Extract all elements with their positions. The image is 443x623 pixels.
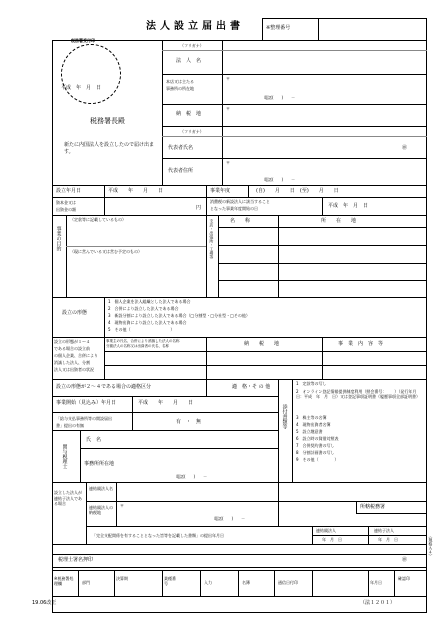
tax-place-label: 納 税 地 [176,111,202,117]
parent-date-label: 連結親法人 [316,528,336,533]
branch-col-name: 名 称 [230,218,251,224]
pre-entity-col-tax: 納 税 地 [244,341,280,347]
fiscal-year-range: (自) 月 日 (至) 月 日 [256,188,339,194]
advisor-phone: 電話( ) － [176,474,208,479]
child-date: 年 月 日 [378,537,398,542]
office-use-cell-8: 年月日 [370,580,382,585]
office-use-cell-5: 入力 [204,580,212,585]
hq-label-1: 本店又は主たる [166,79,194,84]
form-option-4: 4 現物出資により設立した法人である場合 [108,320,187,325]
approval-text: 「完全支配関係を有することとなった旨等を記載した書類」の提出年月日 [92,533,224,538]
form-option-3: 3 新設分割により設立した法人である場合（□分割型・□分社型・□その他） [108,313,250,318]
receipt-stamp-label: 税務署受付印 [71,38,95,43]
tax-office-label: 所轄税務署 [360,504,386,510]
form-code: （法１２０１） [360,600,396,606]
rep-name-label: 代表者氏名 [168,145,194,151]
purpose-teikan: （定款等に記載しているもの） [70,217,126,222]
capital-label-2: 出資金の額 [56,207,76,212]
continuity-label: 設立の形態が２～４である場合の適格区分 [56,384,152,390]
kyuyo-value: 有 ・ 無 [176,419,202,425]
attached-item-4: 4 現物出資者名簿 [296,422,331,427]
established-label: 設立年月日 [56,188,82,194]
pre-entity-label-1: 設立の形態が１～４ [54,339,90,344]
attached-vlabel: 添付書類等 [281,404,288,429]
consume-date: 平成 年 月 日 [328,203,369,209]
consume-label-1: 消費税の新設法人に該当すること [210,199,270,204]
rep-seal: ㊞ [402,145,408,151]
receipt-stamp-circle [61,44,121,104]
parent-addr-label: 連結親法人の納税地 [89,505,113,516]
rep-address-label: 代表者住所 [168,168,194,174]
office-use-cell-9: 確認印 [398,576,410,581]
form-label: 設立の形態 [62,310,88,316]
consume-label-2: となった事業年度開始の日 [210,206,258,211]
branch-col-location: 所 在 地 [321,218,357,224]
parent-postal: 〒 [120,503,124,508]
tax-accountant-label: 税理士署名押印 [58,557,94,563]
child-date-label: 連結子法人 [374,528,394,533]
furigana-label-1: （フリガナ） [180,43,204,48]
pre-entity-label-2: である場合の設立前 [54,346,90,351]
office-use-cell-3: 決算期 [116,576,128,581]
form-option-1: 1 個人企業を法人組織とした法人である場合 [108,299,191,304]
submission-date: 平成 年 月 日 [61,85,102,91]
corp-name-label: 法 人 名 [176,58,202,64]
consolidated-vlabel: 設立した法人が連結子法人である場合 [54,490,82,507]
office-use-cell-4: 業種番号 [164,576,176,587]
purpose-current: （現に営んでいる又は営む予定のもの） [70,249,142,254]
attached-item-7: 7 合併契約書の写し [296,443,335,448]
pre-entity-sub-1: 事業主の氏名、合併により消滅した法人の名称 [106,339,180,343]
start-label: 事業開始（見込み）年月日 [56,400,117,406]
attached-item-8: 8 分割計画書の写し [296,450,335,455]
seiri-label: ※整理番号 [266,25,291,31]
hq-phone: 電話( ) － [264,95,296,100]
established-date: 平成 年 月 日 [108,188,164,194]
pre-entity-col-biz: 事 業 内 容 等 [338,341,384,347]
parent-name-label: 連結親法人名 [89,486,113,491]
advisor-vlabel: 関与税理士 [61,444,68,469]
office-use-cell-6: 名簿 [242,580,250,585]
pre-entity-label-4: 消滅した法人、分割 [54,360,90,365]
pre-entity-sub-2: 分割法人の名称又は出資者の氏名、名称 [106,344,169,348]
parent-date: 年 月 日 [322,537,342,542]
parent-phone: 電話( ) － [214,516,246,521]
office-use-cell-1: ※税務署処理欄 [54,576,74,587]
declaration-note: 新たに内国法人を設立したので届け出ます。 [64,142,155,155]
fiscal-year-label: 事業年度 [210,188,231,194]
office-use-cell-7: 通信日付印 [278,580,298,585]
pre-entity-label-5: 法人又は出資者の状況 [54,367,94,372]
form-title: 法人設立届出書 [146,21,244,32]
advisor-name-label: 氏 名 [86,437,102,443]
attached-item-5: 5 設立趣意書 [296,429,323,434]
capital-label-1: 資本金又は [56,200,76,205]
start-date: 平成 年 月 日 [138,400,194,406]
capital-yen: 円 [196,205,202,211]
attached-item-9: 9 その他（ ） [296,457,339,462]
advisor-office-label: 事務所所在地 [84,461,115,467]
attached-item-3: 3 株主等の名簿 [296,415,327,420]
kyuyo-label-1: 「給与支払事務所等の開設届出 [56,416,112,421]
furigana-label-2: （フリガナ） [180,129,204,134]
office-use-cell-2: 部門 [82,580,90,585]
form-option-2: 2 合併により設立した法人である場合 [108,306,179,311]
attached-item-2: 2 オンライン登記情報提供制度利用（照会番号： ）（発行年月日：平成 年 月 日）又は登記事項証明書（履歴事項全部証明書） [296,389,420,400]
branch-vlabel: 支店・出張所・工場等 [209,219,215,259]
revision-label: 19.06改正 [32,600,57,606]
pre-entity-label-3: の個人企業、合併により [54,353,98,358]
tax-office-addressee: 税務署長殿 [90,117,125,125]
form-sheet [16,14,434,612]
rep-phone: 電話( ) － [264,177,296,182]
hq-postal: 〒 [226,76,230,81]
paper-size-note: （規格Ａ４） [428,534,434,558]
tax-place-postal: 〒 [226,106,230,111]
rep-postal: 〒 [226,160,230,165]
continuity-value: 適 格・そ の 他 [232,384,271,390]
business-purpose-vlabel: 事業の目的 [55,226,62,251]
kyuyo-label-2: 書」提出の有無 [56,423,84,428]
attached-item-1: 1 定款等の写し [296,381,327,386]
hq-label-2: 事務所の所在地 [166,86,194,91]
attached-item-6: 6 設立時の貸借対照表 [296,436,339,441]
tax-accountant-seal: ㊞ [402,557,408,563]
form-option-5: 5 その他（ ） [108,327,175,332]
